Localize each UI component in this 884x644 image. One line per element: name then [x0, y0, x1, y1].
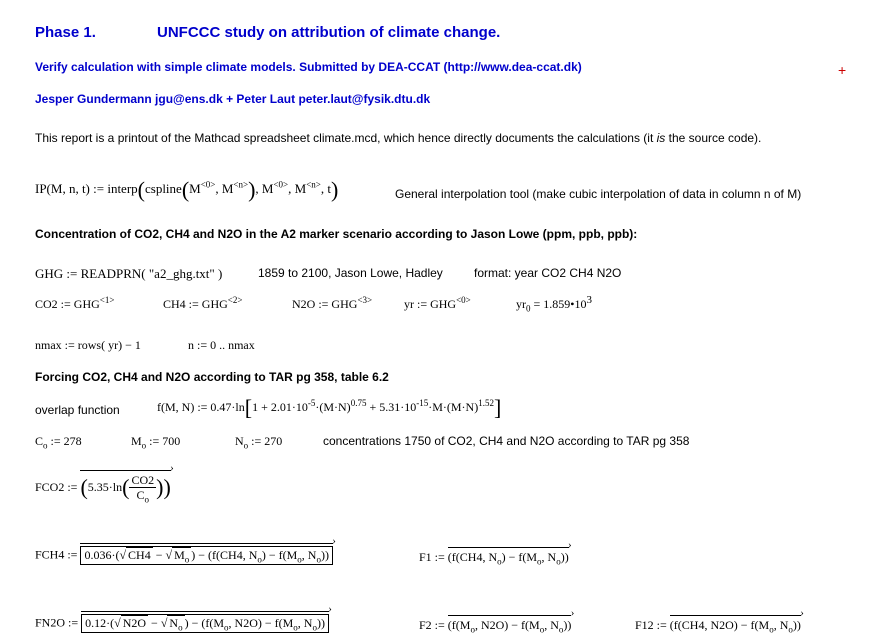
- intro-before: This report is a printout of the Mathcad spreadsheet climate.mcd, which hence directly documents the calculations (it: [35, 131, 657, 145]
- overlap-t3: + 5.31·10: [366, 399, 417, 414]
- yr0-name: yr: [516, 297, 526, 311]
- ghg-definition: GHG := READPRN( "a2_ghg.txt" ): [35, 266, 223, 281]
- co2-def-text: CO2 := GHG: [35, 297, 100, 311]
- fn2o-lhs: FN2O :=: [35, 615, 82, 630]
- f12-definition: [635, 615, 801, 633]
- f1-lhs: F1 :=: [419, 550, 448, 564]
- yr-def-text: yr := GHG: [404, 297, 457, 311]
- fn2o-rest2: , N2O) − f(M: [228, 616, 294, 630]
- intro-after: the source code).: [665, 131, 762, 145]
- interp-m0b-sup: <0>: [273, 179, 289, 190]
- nmax-definition: nmax := rows( yr) − 1: [35, 338, 141, 352]
- fco2-den-sub: o: [144, 494, 150, 505]
- ghg-comment-format: format: year CO2 CH4 N2O: [474, 266, 622, 280]
- ch4-def-sup: <2>: [227, 295, 243, 305]
- interp-mnb-sup: <n>: [306, 179, 321, 190]
- interp-body: cspline: [144, 180, 182, 196]
- overlap-t2: ·(M·N): [315, 399, 351, 414]
- fch4-rest2-sub: o: [297, 554, 302, 565]
- fco2-lhs: FCO2 :=: [35, 480, 81, 494]
- c0-definition: [35, 434, 82, 449]
- subtitle: Verify calculation with simple climate models. Submitted by DEA-CCAT (http://www.dea-ccat.dk): [35, 60, 582, 74]
- yr0-result: [516, 294, 592, 314]
- f1-b: ) − f(M: [501, 550, 538, 564]
- f2-d: )): [563, 618, 572, 632]
- fco2-den: C: [136, 488, 145, 502]
- fn2o-rest3-sub: o: [312, 622, 317, 633]
- f1-c-sub: o: [556, 556, 561, 567]
- yr-definition: [404, 297, 471, 312]
- fn2o-rest4: )): [316, 616, 325, 630]
- interp-tail: , t: [320, 180, 331, 196]
- n2o-def-text: N2O := GHG: [292, 297, 358, 311]
- f1-b-sub: o: [537, 556, 542, 567]
- fco2-num: CO2: [131, 473, 155, 487]
- f12-a-sub: o: [769, 624, 774, 635]
- f12-b-sub: o: [788, 624, 793, 635]
- fch4-box: 0.036·(√ CH4 − √ $M_o$ ) − (f(CH4, $N_o) - f(M_o$, $N_o$)): [80, 546, 333, 565]
- fch4-rest2: ) − f(M: [261, 548, 298, 562]
- interp-mnb: M: [294, 180, 307, 196]
- fn2o-box: 0.12·(√ N2O − √ $N_o$ ) − ($f(M_o$, $N2O) - f(M_o$, $N_o$)): [81, 614, 329, 633]
- fch4-sqrt2: M: [174, 548, 185, 562]
- f12-c: )): [792, 618, 801, 632]
- yr-def-sup: <0>: [456, 295, 471, 305]
- fch4-rest1: − (f(CH4, N: [195, 548, 258, 562]
- intro-text: [35, 131, 761, 145]
- forcing-heading: Forcing CO2, CH4 and N2O according to TAR pg 358, table 6.2: [35, 370, 389, 384]
- interp-m0: M: [189, 180, 201, 196]
- fch4-rest3-sub: o: [316, 554, 321, 565]
- fn2o-rest1: − (f(M: [188, 616, 225, 630]
- interp-mn-sup: <n>: [233, 179, 249, 190]
- f2-definition: [419, 615, 571, 633]
- constants-comment: concentrations 1750 of CO2, CH4 and N2O according to TAR pg 358: [323, 434, 690, 448]
- fn2o-rest2-sub: o: [293, 622, 298, 633]
- interp-definition: IP(M, n, t) := $interp(cspline(M^{<0>}$, $M^{<n>}$), $M^{<0>}$, $M^{<n>}$, t): [35, 177, 339, 202]
- c0-sub: o: [43, 440, 48, 451]
- n-range-definition: n := 0 .. nmax: [188, 338, 255, 352]
- overlap-label: overlap function: [35, 403, 120, 417]
- fch4-sqrt1: CH4: [128, 548, 151, 562]
- co2-def-sup: <1>: [99, 295, 115, 305]
- n0-sub: o: [243, 440, 249, 451]
- yr0-sub: 0: [526, 303, 531, 314]
- f2-c-sub: o: [558, 624, 564, 635]
- overlap-t2-exp: 0.75: [350, 397, 367, 408]
- fn2o-sqrt2-sub: o: [178, 622, 183, 633]
- overlap-t1: 1 + 2.01·10: [252, 399, 308, 414]
- interp-m0b: M: [261, 180, 274, 196]
- f1-definition: [419, 547, 569, 565]
- m0-name: M: [131, 434, 142, 448]
- fn2o-rest1-sub: o: [224, 622, 229, 633]
- fn2o-sqrt1: N2O: [122, 616, 147, 630]
- m0-definition: [131, 434, 180, 449]
- fch4-rest3: , N: [301, 548, 317, 562]
- interp-comment: General interpolation tool (make cubic interpolation of data in column n of M): [395, 187, 802, 201]
- ch4-def-text: CH4 := GHG: [163, 297, 228, 311]
- f2-b: , N2O) − f(M: [474, 618, 540, 632]
- fch4-rest4: )): [320, 548, 329, 562]
- overlap-t1-exp: -5: [307, 397, 316, 408]
- overlap-definition: f(M, N) := $0.47\cdot\ln[1 + 2.01\cdot 10^{-5}\cdot(M\cdot N)^{0.75} + 5.31\cdot 10^{-15}\cdot M\cdot(M\cdot N)^{1.52}]$: [157, 395, 502, 420]
- fn2o-rest3: , N: [297, 616, 313, 630]
- fch4-sqrt2-sub: o: [184, 554, 190, 565]
- overlap-t3-exp: -15: [416, 397, 429, 408]
- ch4-definition: [163, 297, 242, 312]
- yr0-value: = 1.859•10: [530, 297, 587, 311]
- n0-definition: [235, 434, 282, 449]
- c0-value: := 278: [47, 434, 82, 448]
- fch4-lhs: FCH4 :=: [35, 547, 81, 562]
- f1-a: (f(CH4, N: [447, 550, 498, 564]
- f1-d: )): [560, 550, 569, 564]
- fn2o-sqrt2: N: [169, 616, 179, 630]
- m0-sub: o: [141, 440, 147, 451]
- fco2-fraction: [129, 473, 156, 505]
- page-title: UNFCCC study on attribution of climate change.: [157, 24, 501, 41]
- overlap-t4-exp: 1.52: [478, 397, 494, 408]
- intro-italic: is: [656, 131, 666, 145]
- f1-c: , N: [541, 550, 557, 564]
- m0-value: := 700: [146, 434, 181, 448]
- f2-lhs: F2 :=: [419, 618, 448, 632]
- interp-lhs: IP(M, n, t) := interp: [35, 180, 138, 196]
- f2-a: (f(M: [447, 618, 471, 632]
- f2-b-sub: o: [539, 624, 545, 635]
- fn2o-coef: 0.12·: [85, 616, 111, 630]
- n2o-def-sup: <3>: [357, 295, 373, 305]
- f2-c: , N: [544, 618, 559, 632]
- yr0-exp: 3: [586, 294, 592, 306]
- fch4-minus: −: [152, 548, 166, 562]
- overlap-t4: ·M·(M·N): [428, 399, 479, 414]
- f12-a: (f(CH4, N2O) − f(M: [669, 618, 770, 632]
- f2-a-sub: o: [470, 624, 475, 635]
- fn2o-minus: −: [148, 616, 161, 630]
- n0-value: := 270: [248, 434, 283, 448]
- fn2o-definition: [35, 611, 329, 633]
- n2o-definition: [292, 297, 372, 312]
- authors: Jesper Gundermann jgu@ens.dk + Peter Laut peter.laut@fysik.dtu.dk: [35, 92, 431, 106]
- c0-name: C: [35, 434, 44, 448]
- f12-b: , N: [773, 618, 789, 632]
- phase-label: Phase 1.: [35, 24, 96, 41]
- interp-m0-sup: <0>: [200, 179, 216, 190]
- overlap-lhs: f(M, N) := 0.47·ln: [157, 399, 245, 414]
- concentration-heading: Concentration of CO2, CH4 and N2O in the A2 marker scenario according to Jason Lowe (ppm, ppb, ppb):: [35, 227, 638, 241]
- n0-name: N: [235, 434, 244, 448]
- fco2-definition: FCO2 := (5.35·ln( $\frac{CO2}{C_o}$ )) ›: [35, 470, 171, 502]
- fch4-definition: [35, 543, 333, 565]
- fch4-coef: 0.036·: [84, 548, 116, 562]
- f12-lhs: F12 :=: [635, 618, 670, 632]
- fch4-rest1-sub: o: [257, 554, 262, 565]
- interp-mn: M: [221, 180, 234, 196]
- f1-a-sub: o: [497, 556, 502, 567]
- fco2-coef: 5.35·ln: [87, 480, 123, 494]
- ghg-comment-source: 1859 to 2100, Jason Lowe, Hadley: [258, 266, 443, 280]
- plus-marker-icon: +: [838, 62, 847, 78]
- co2-definition: [35, 297, 114, 312]
